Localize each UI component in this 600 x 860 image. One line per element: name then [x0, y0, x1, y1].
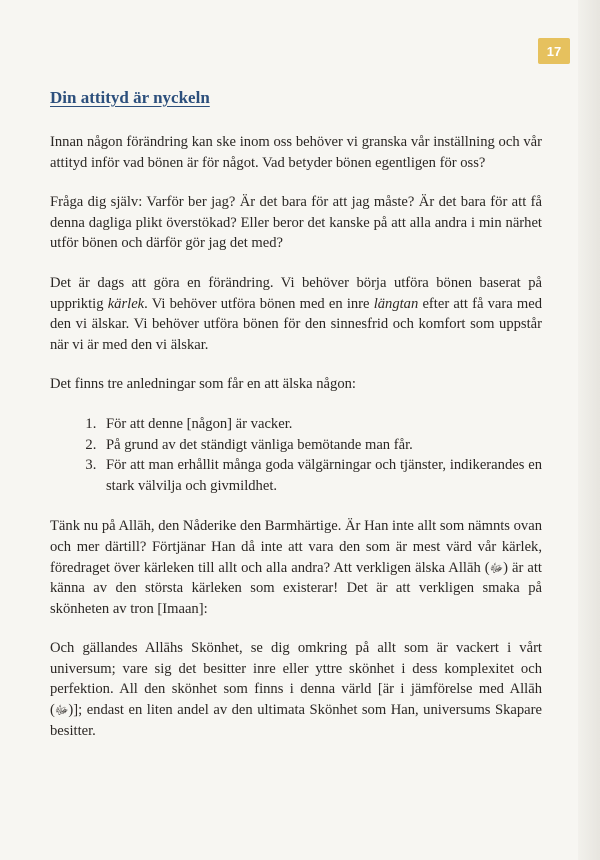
honorific-symbol: ﷻ	[54, 703, 69, 718]
paragraph-3-text-b: . Vi behöver utföra bönen med en inre	[144, 295, 374, 312]
paragraph-1: Innan någon förändring kan ske inom oss behöver vi granska vår inställning och vår attityd inför vad bönen är för något. Vad betyder bönen egentligen för oss?	[50, 134, 542, 171]
emphasis-langtan: längtan	[373, 295, 419, 312]
paragraph-2: Fråga dig själv: Varför ber jag? Är det bara för att jag måste? Är det bara för att få denna dagliga plikt överstökad? Eller beror det kanske på att alla andra i min närhet utför bönen och därför gör jag det med?	[50, 194, 542, 252]
paragraph-5-text-b: ) är att känna av den största kärleken som existerar! Det är att verkligen smaka på skönheten av tron [Imaan]:	[50, 559, 542, 617]
paragraph-3	[50, 273, 542, 355]
honorific-symbol: ﷻ	[489, 560, 504, 575]
reasons-list	[50, 414, 542, 496]
page-edge	[578, 0, 600, 860]
paragraph-5	[50, 516, 542, 619]
list-item: 3. För att man erhållit många goda välgärningar och tjänster, indikerandes en stark välvilja och givmildhet.	[100, 455, 542, 496]
paragraph-6-text-a: Och gällandes Allāhs Skönhet, se dig omkring på allt som är vackert i vårt universum; vare sig det besitter inre eller yttre skönhet i dess komplexitet och perfektion. All den skönhet som finns i denna värld [är i jämförelse med Allāh (	[50, 640, 542, 719]
emphasis-karlek: kärlek	[107, 295, 145, 312]
page-content	[50, 88, 542, 760]
paragraph-6-text-b: )]; endast en liten andel av den ultimata Skönhet som Han, universums Skapare besitter.	[50, 702, 542, 739]
page-number-badge: 17	[538, 38, 570, 64]
paragraph-3-text-a: Det är dags att göra en förändring. Vi behöver börja utföra bönen baserat på uppriktig	[50, 274, 542, 312]
paragraph-4: Det finns tre anledningar som får en att älska någon:	[50, 376, 356, 393]
paragraph-5-text-a: Tänk nu på Allāh, den Nåderike den Barmhärtige. Är Han inte allt som nämnts ovan och mer därtill? Förtjänar Han då inte att vara den som är mest värd vår kärlek, föredraget över kärleken till allt och alla andra? Att verkligen älska Allāh (	[50, 518, 542, 576]
list-item: 2. På grund av det ständigt vänliga bemötande man får.	[100, 435, 542, 456]
section-heading: Din attityd är nyckeln	[50, 88, 210, 107]
list-item: 1. För att denne [någon] är vacker.	[100, 414, 542, 435]
paragraph-3-text-c: efter att få vara med den vi älskar. Vi behöver utföra bönen för den sinnesfrid och komfort som uppstår när vi är med den vi älskar.	[50, 295, 542, 353]
paragraph-6	[50, 638, 542, 741]
